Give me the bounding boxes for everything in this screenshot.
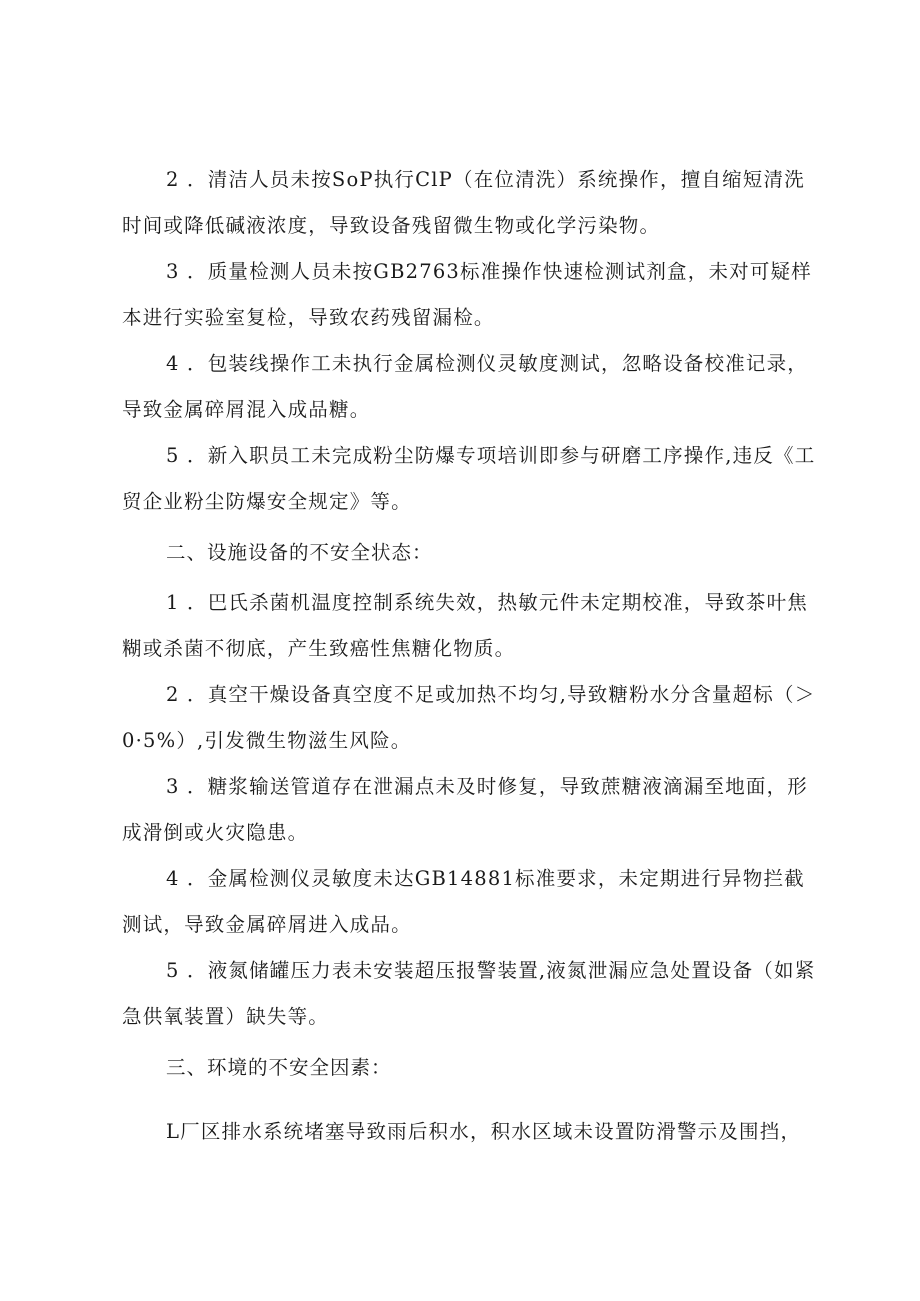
personnel-item-5: 5 ．新入职员工未完成粉尘防爆专项培训即参与研磨工序操作,违反《工贸企业粉尘防爆安全规定》等。 — [122, 444, 816, 513]
equipment-item-4: 4 ．金属检测仪灵敏度未达GB14881标准要求，未定期进行异物拦截测试，导致金属碎屑进入成品。 — [122, 867, 805, 936]
environment-heading: 三、环境的不安全因素： — [166, 1056, 392, 1079]
personnel-item-4: 4 ．包装线操作工未执行金属检测仪灵敏度测试，忽略设备校准记录，导致金属碎屑混入成品糖。 — [122, 352, 809, 421]
environment-item-1: L厂区排水系统堵塞导致雨后积水，积水区域未设置防滑警示及围挡， — [166, 1120, 802, 1143]
personnel-item-2: 2 ．清洁人员未按SoP执行ClP（在位清洗）系统操作，擅自缩短清洗时间或降低碱液浓度，导致设备残留微生物或化学污染物。 — [122, 168, 805, 237]
personnel-item-3: 3 ．质量检测人员未按GB2763标准操作快速检测试剂盒，未对可疑样本进行实验室复检，导致农药残留漏检。 — [122, 260, 812, 329]
equipment-heading: 二、设施设备的不安全状态： — [166, 541, 433, 564]
equipment-item-2: 2 ．真空干燥设备真空度不足或加热不均匀,导致糖粉水分含量超标（＞0·5%）,引发微生物滋生风险。 — [122, 683, 816, 752]
equipment-item-5: 5 ．液氮储罐压力表未安装超压报警装置,液氮泄漏应急处置设备（如紧急供氧装置）缺失等。 — [122, 959, 816, 1028]
equipment-item-1: 1 ．巴氏杀菌机温度控制系统失效，热敏元件未定期校准，导致茶叶焦糊或杀菌不彻底，产生致癌性焦糖化物质。 — [122, 591, 809, 660]
equipment-item-3: 3 ．糖浆输送管道存在泄漏点未及时修复，导致蔗糖液滴漏至地面，形成滑倒或火灾隐患。 — [122, 775, 809, 844]
